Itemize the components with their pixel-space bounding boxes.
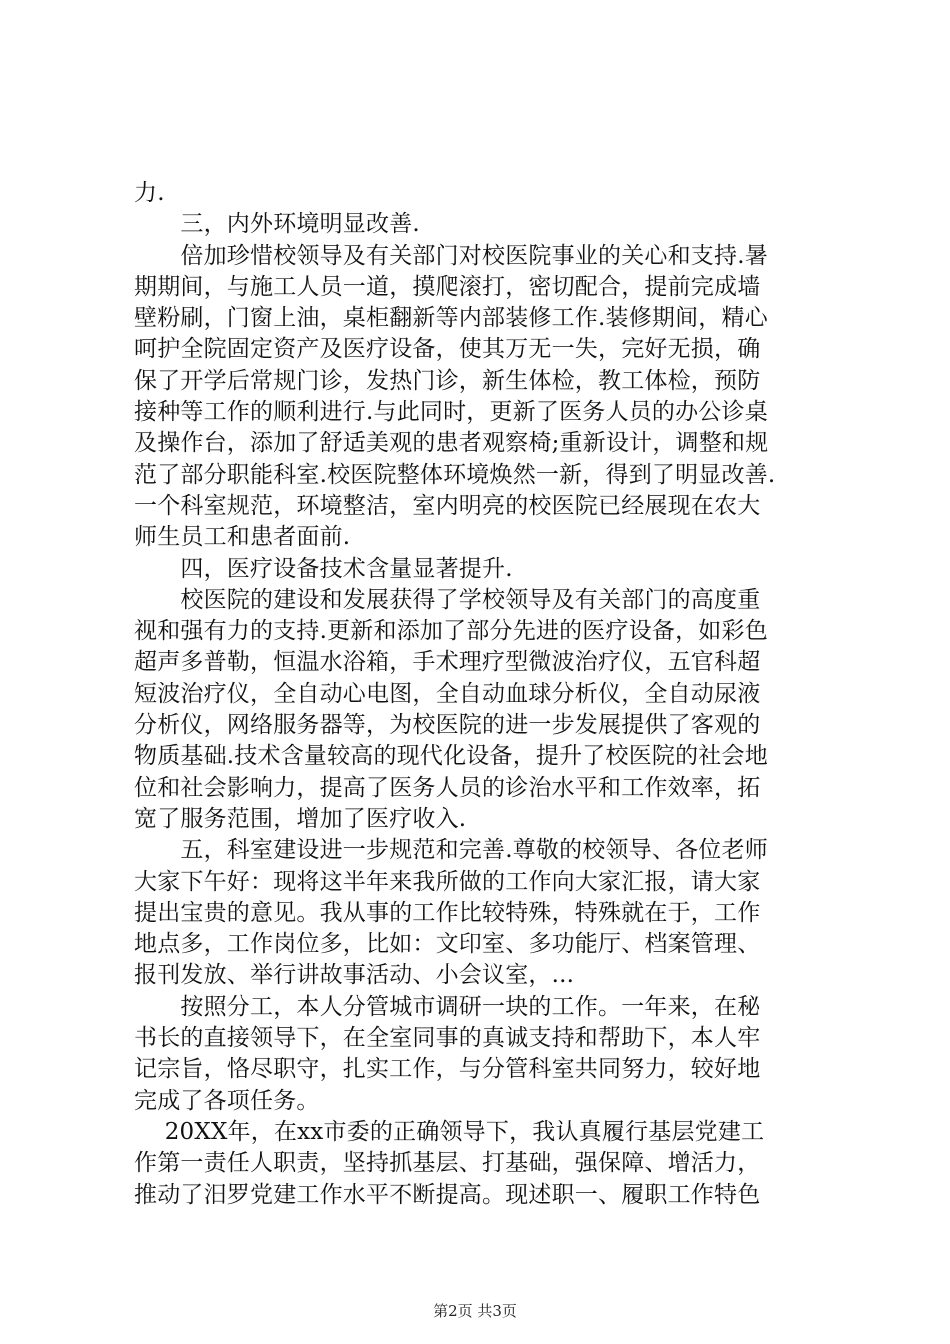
text-line: 视和强有力的支持.更新和添加了部分先进的医疗设备，如彩色 <box>134 618 768 645</box>
text-line: 位和社会影响力，提高了医务人员的诊治水平和工作效率，拓 <box>134 774 761 801</box>
document-body <box>134 178 828 1211</box>
text-line: 呵护全院固定资产及医疗设备，使其万无一失，完好无损，确 <box>134 336 761 363</box>
text-line: 及操作台，添加了舒适美观的患者观察椅;重新设计，调整和规 <box>134 430 769 457</box>
text-line: 力. <box>134 180 165 206</box>
text-line: 壁粉刷，门窗上油，桌柜翻新等内部装修工作.装修期间，精心 <box>134 305 768 332</box>
text-line: 按照分工，本人分管城市调研一块的工作。一年来，在秘 <box>134 993 761 1020</box>
text-line: 物质基础.技术含量较高的现代化设备，提升了校医院的社会地 <box>134 743 768 770</box>
text-line: 作第一责任人职责，坚持抓基层、打基础，强保障、增活力， <box>134 1150 761 1177</box>
text-line: 接种等工作的顺利进行.与此同时，更新了医务人员的办公诊桌 <box>134 399 768 426</box>
text-line: 报刊发放、举行讲故事活动、小会议室，... <box>134 962 575 989</box>
text-line: 分析仪，网络服务器等，为校医院的进一步发展提供了客观的 <box>134 712 761 739</box>
text-line: 记宗旨，恪尽职守，扎实工作，与分管科室共同努力，较好地 <box>134 1056 761 1083</box>
text-line: 地点多，工作岗位多，比如：文印室、多功能厅、档案管理、 <box>134 931 761 958</box>
text-line: 20XX年，在xx市委的正确领导下，我认真履行基层党建工 <box>134 1118 765 1145</box>
text-line: 提出宝贵的意见。我从事的工作比较特殊，特殊就在于，工作 <box>134 899 761 926</box>
text-line: 超声多普勒，恒温水浴箱，手术理疗型微波治疗仪，五官科超 <box>134 649 761 676</box>
text-line: 倍加珍惜校领导及有关部门对校医院事业的关心和支持.暑 <box>134 242 768 269</box>
section-heading: 五，科室建设进一步规范和完善.尊敬的校领导、各位老师 <box>134 837 768 864</box>
text-line: 完成了各项任务。 <box>134 1087 320 1114</box>
text-line: 短波治疗仪，全自动心电图，全自动血球分析仪，全自动尿液 <box>134 680 761 707</box>
text-line: 大家下午好：现将这半年来我所做的工作向大家汇报，请大家 <box>134 868 761 895</box>
section-heading: 四，医疗设备技术含量显著提升. <box>134 555 513 582</box>
page-number-footer: 第2页 共3页 <box>433 1302 517 1320</box>
text-line: 书长的直接领导下，在全室同事的真诚支持和帮助下，本人牢 <box>134 1025 761 1052</box>
section-heading: 三，内外环境明显改善. <box>134 211 420 238</box>
text-line: 范了部分职能科室.校医院整体环境焕然一新，得到了明显改善. <box>134 461 776 488</box>
text-line: 师生员工和患者面前. <box>134 524 351 551</box>
text-line: 期期间，与施工人员一道，摸爬滚打，密切配合，提前完成墙 <box>134 273 761 300</box>
text-line: 一个科室规范，环境整洁，室内明亮的校医院已经展现在农大 <box>134 492 761 519</box>
text-line: 宽了服务范围，增加了医疗收入. <box>134 805 467 832</box>
text-line: 校医院的建设和发展获得了学校领导及有关部门的高度重 <box>134 586 761 613</box>
text-line: 推动了汨罗党建工作水平不断提高。现述职一、履职工作特色 <box>134 1181 761 1208</box>
text-line: 保了开学后常规门诊，发热门诊，新生体检，教工体检，预防 <box>134 367 761 394</box>
